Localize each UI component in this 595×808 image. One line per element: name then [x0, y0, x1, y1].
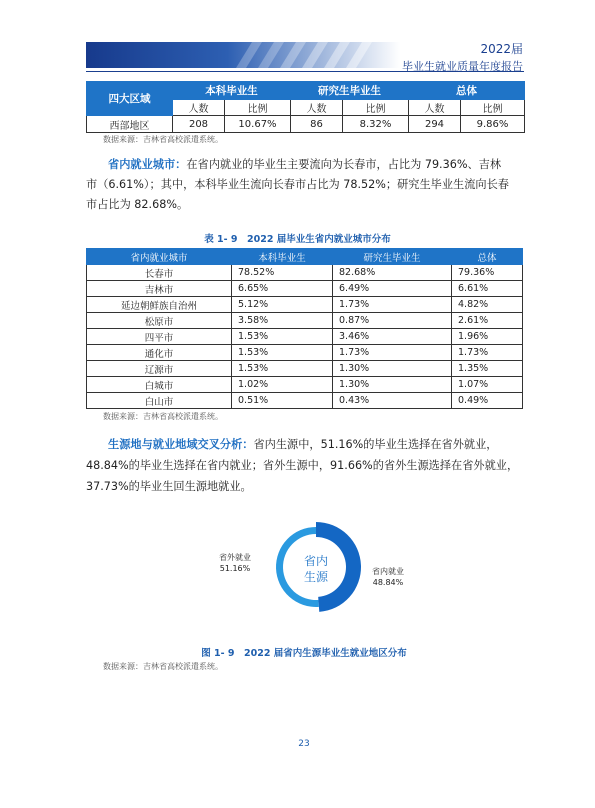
table-cell: 78.52%: [232, 265, 333, 281]
table-row: [87, 345, 523, 361]
table-cell: 9.86%: [461, 116, 525, 133]
sub-header: 比例: [461, 100, 525, 116]
table-cell: 6.61%: [452, 281, 523, 297]
table-cell: 1.35%: [452, 361, 523, 377]
sub-header: 人数: [291, 100, 343, 116]
donut-center-label-line2: 生源: [303, 570, 329, 584]
table-row: [87, 281, 523, 297]
table-caption: 表 1- 9 2022 届毕业生省内就业城市分布: [204, 234, 391, 245]
header-rule: [86, 71, 524, 72]
column-header: 省内就业城市: [87, 249, 232, 265]
city-name: 松原市: [87, 313, 232, 329]
paragraph-text: 在省内就业的毕业生主要流向为长春市，占比为 79.36%、吉林: [186, 158, 502, 171]
figure-caption: 图 1- 9 2022 届省内生源毕业生就业地区分布: [201, 648, 407, 659]
table-cell: 1.73%: [452, 345, 523, 361]
table-row: [87, 297, 523, 313]
city-name: 白山市: [87, 393, 232, 409]
table-row: [87, 265, 523, 281]
data-source-note: 数据来源：吉林省高校派遣系统。: [103, 135, 223, 144]
table-cell: 4.82%: [452, 297, 523, 313]
paragraph-city: [86, 155, 526, 175]
table-cell: 1.53%: [232, 329, 333, 345]
table-cell: 2.61%: [452, 313, 523, 329]
region-name: 西部地区: [87, 116, 173, 133]
city-name: 四平市: [87, 329, 232, 345]
report-title: 毕业生就业质量年度报告: [402, 60, 523, 73]
table-cell: 79.36%: [452, 265, 523, 281]
sub-header: 人数: [409, 100, 461, 116]
region-table: [86, 81, 525, 133]
table-cell: 1.73%: [333, 297, 452, 313]
paragraph-line: 市占比为 82.68%。: [86, 198, 189, 211]
table-cell: 3.58%: [232, 313, 333, 329]
slice-label-outside: [219, 552, 251, 574]
paragraph-cross-analysis: [86, 435, 526, 455]
city-name: 吉林市: [87, 281, 232, 297]
table-cell: 5.12%: [232, 297, 333, 313]
table-cell: 0.87%: [333, 313, 452, 329]
city-name: 通化市: [87, 345, 232, 361]
slice-label-value: 48.84%: [372, 578, 404, 587]
table-row: [87, 377, 523, 393]
report-year: 2022届: [480, 42, 523, 56]
group-header-undergrad: 本科毕业生: [173, 82, 291, 100]
table-cell: 6.49%: [333, 281, 452, 297]
table-cell: 0.49%: [452, 393, 523, 409]
group-header-overall: 总体: [409, 82, 525, 100]
table-cell: 208: [173, 116, 225, 133]
page-number: 23: [298, 739, 310, 749]
table-cell: 1.07%: [452, 377, 523, 393]
slice-label-name: 省外就业: [219, 553, 251, 562]
table-cell: 1.30%: [333, 361, 452, 377]
column-header: 总体: [452, 249, 523, 265]
table-cell: 1.53%: [232, 361, 333, 377]
data-source-note: 数据来源：吉林省高校派遣系统。: [103, 412, 223, 421]
sub-header: 人数: [173, 100, 225, 116]
data-source-note: 数据来源：吉林省高校派遣系统。: [103, 662, 223, 671]
paragraph-line: 市（6.61%）；其中，本科毕业生流向长春市占比为 78.52%；研究生毕业生流向长春: [86, 178, 509, 191]
paragraph-highlight: 省内就业城市：: [108, 158, 187, 171]
city-table: [86, 248, 523, 409]
city-name: 辽源市: [87, 361, 232, 377]
city-name: 长春市: [87, 265, 232, 281]
paragraph-line: 48.84%的毕业生选择在省内就业；省外生源中，91.66%的省外生源选择在省外就业，: [86, 459, 519, 472]
group-header-graduate: 研究生毕业生: [291, 82, 409, 100]
header-banner: [86, 42, 400, 68]
column-header: 研究生毕业生: [333, 249, 452, 265]
table-cell: 82.68%: [333, 265, 452, 281]
table-cell: 10.67%: [225, 116, 291, 133]
slice-label-inside: [372, 566, 404, 588]
table-cell: 1.73%: [333, 345, 452, 361]
table-cell: 1.96%: [452, 329, 523, 345]
table-cell: 6.65%: [232, 281, 333, 297]
sub-header: 比例: [343, 100, 409, 116]
table-row: [87, 361, 523, 377]
table-cell: 0.51%: [232, 393, 333, 409]
slice-label-value: 51.16%: [219, 564, 251, 573]
table-row: [87, 329, 523, 345]
table-cell: 1.53%: [232, 345, 333, 361]
city-name: 延边朝鲜族自治州: [87, 297, 232, 313]
table-row: [87, 393, 523, 409]
donut-center-label-line1: 省内: [303, 554, 329, 568]
table-row: [87, 313, 523, 329]
table-cell: 3.46%: [333, 329, 452, 345]
paragraph-line: 37.73%的毕业生回生源地就业。: [86, 480, 252, 493]
donut-chart: [270, 521, 362, 613]
table-cell: 1.02%: [232, 377, 333, 393]
region-header: 四大区域: [87, 82, 173, 116]
table-cell: 86: [291, 116, 343, 133]
table-cell: 294: [409, 116, 461, 133]
city-name: 白城市: [87, 377, 232, 393]
table-cell: 1.30%: [333, 377, 452, 393]
sub-header: 比例: [225, 100, 291, 116]
paragraph-highlight: 生源地与就业地域交叉分析：: [108, 438, 254, 451]
column-header: 本科毕业生: [232, 249, 333, 265]
table-cell: 8.32%: [343, 116, 409, 133]
paragraph-text: 省内生源中，51.16%的毕业生选择在省外就业，: [253, 438, 498, 451]
table-cell: 0.43%: [333, 393, 452, 409]
slice-label-name: 省内就业: [372, 567, 404, 576]
